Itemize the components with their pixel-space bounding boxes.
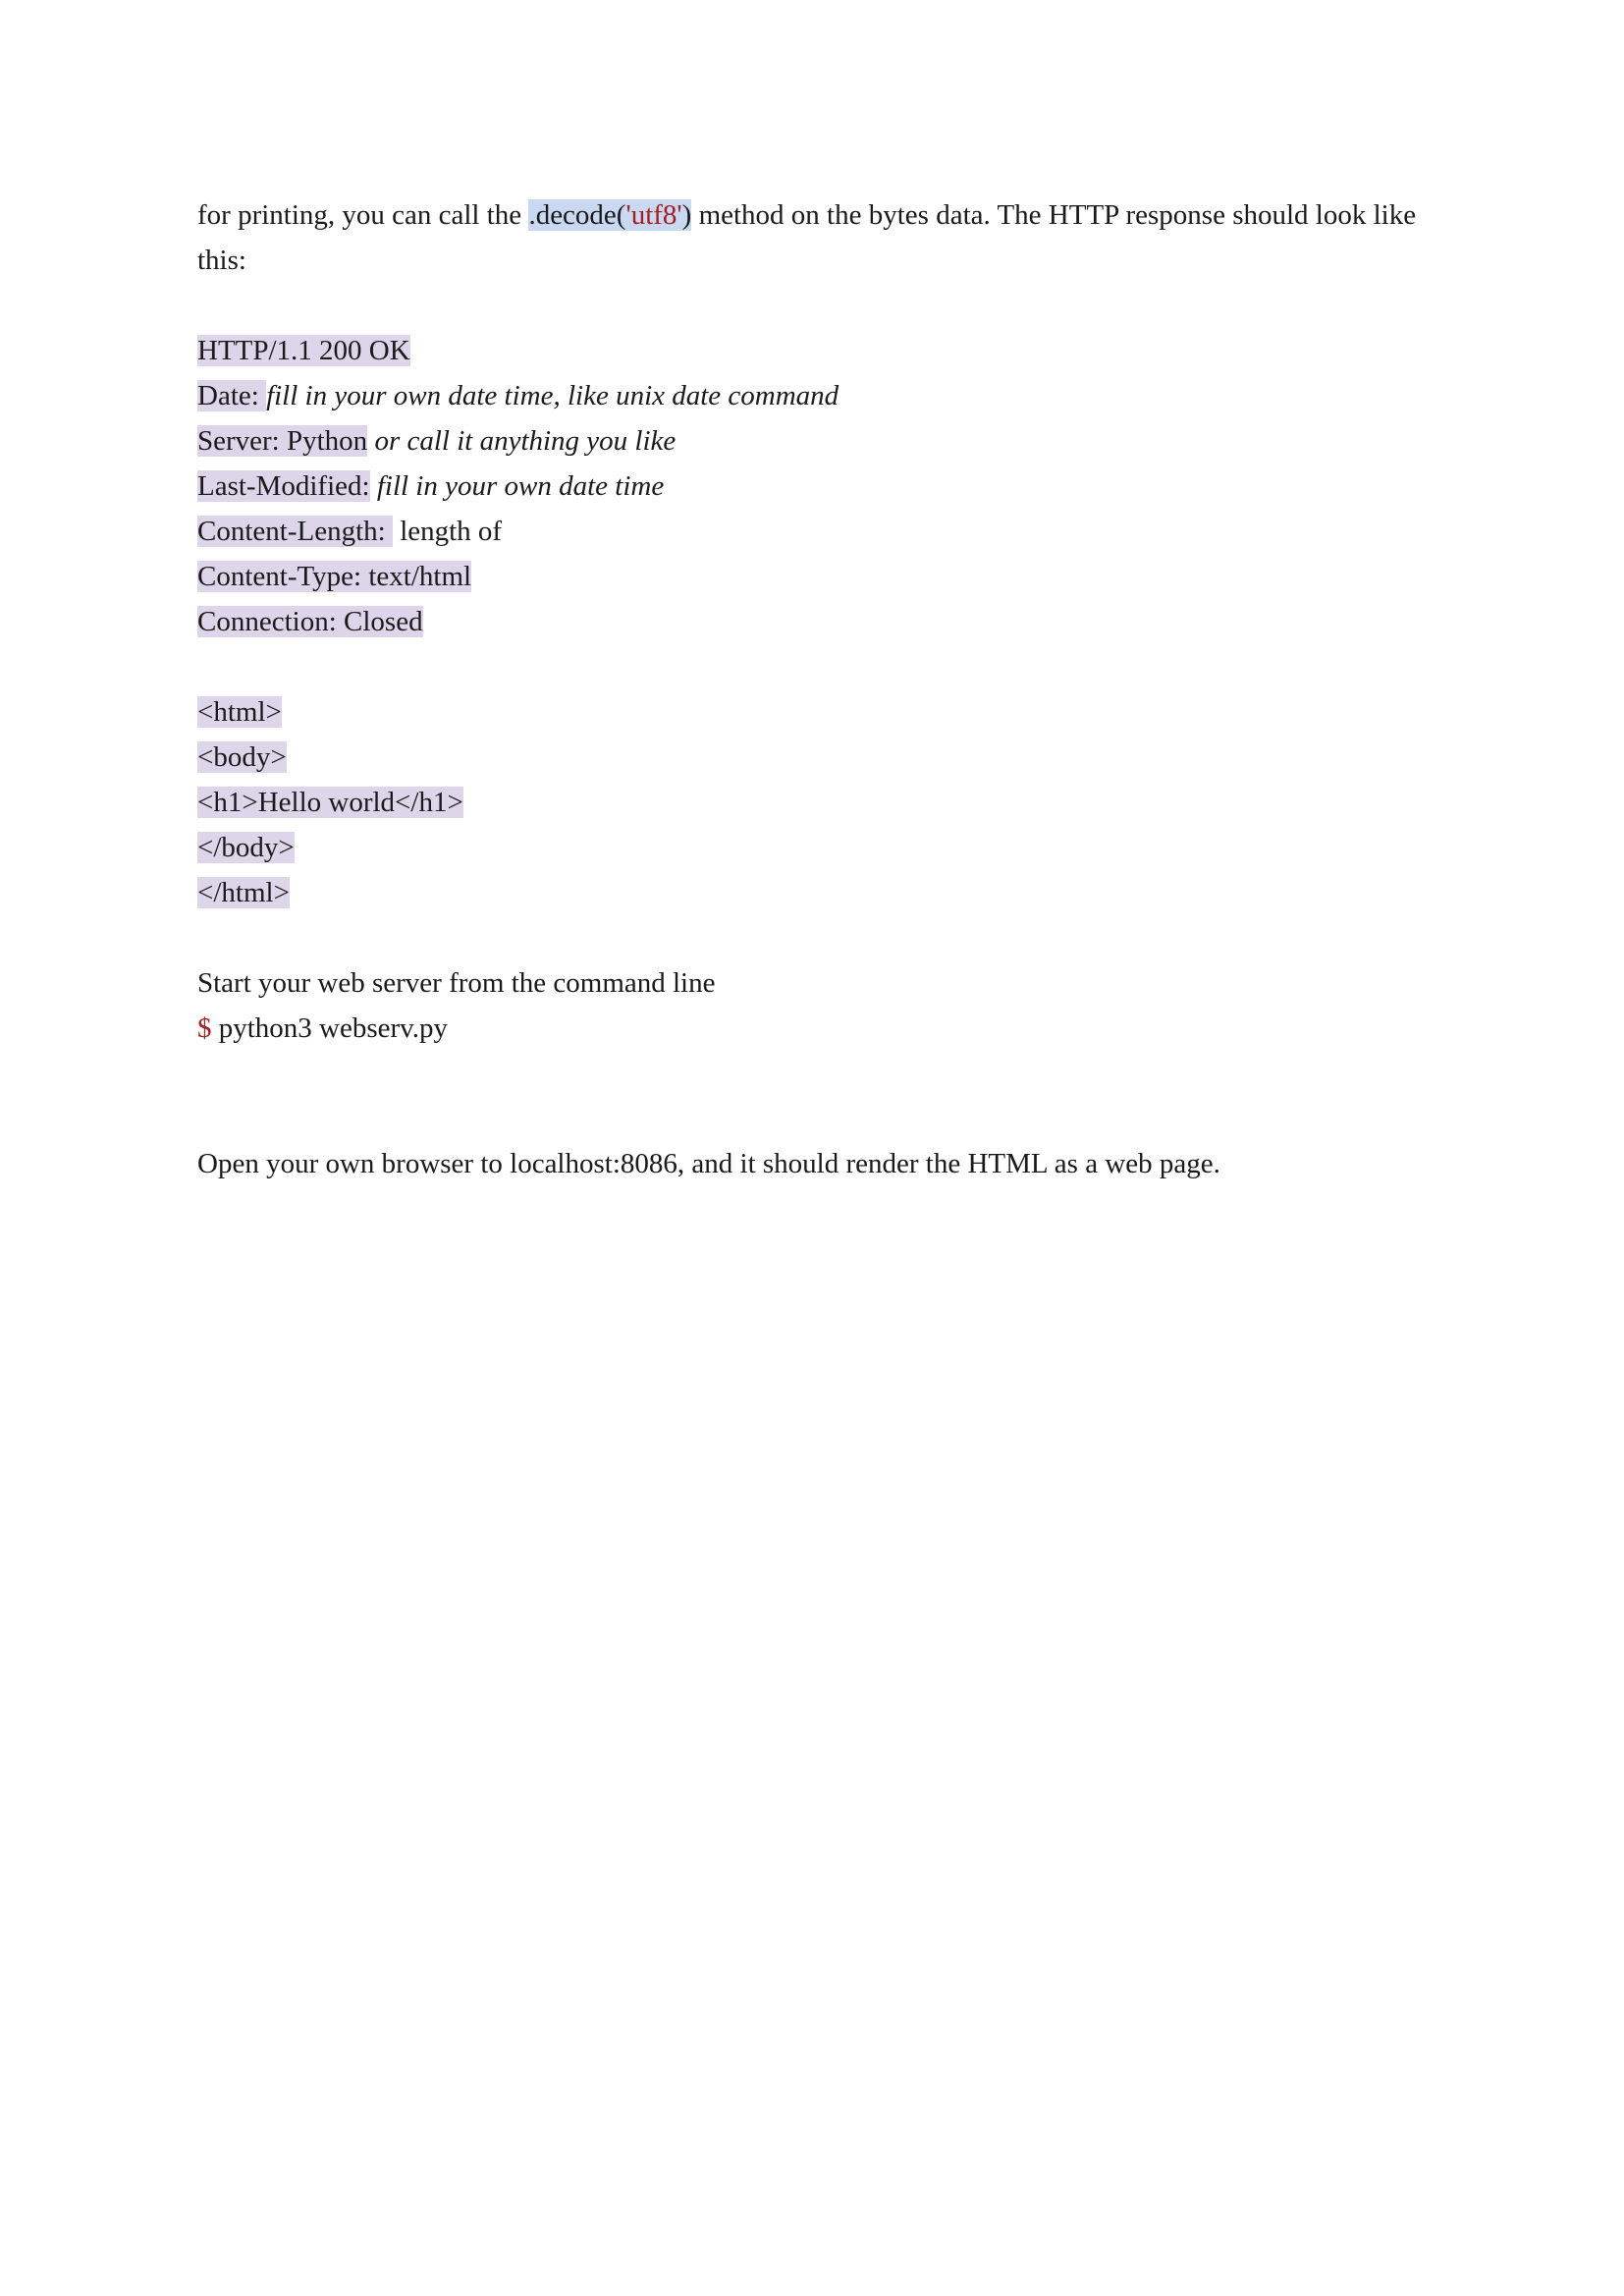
content-length-header-key: Content-Length:	[197, 516, 393, 547]
intro-text-3: this:	[197, 245, 246, 276]
intro-text-2: method on the bytes data. The HTTP response should look like	[691, 199, 1417, 231]
shell-command: python3 webserv.py	[211, 1012, 449, 1044]
content-length-value: length of	[392, 516, 503, 547]
code-suffix: )	[681, 199, 692, 231]
html-line: <body>	[197, 741, 287, 773]
start-instructions-text: Start your web server from the command line	[197, 967, 716, 999]
intro-paragraph	[197, 192, 1464, 283]
connection-header: Connection: Closed	[197, 606, 423, 637]
server-header-key: Server: Python	[197, 425, 368, 457]
last-modified-header-key: Last-Modified:	[197, 470, 370, 502]
start-instructions	[197, 960, 1464, 1051]
server-header-hint: or call it anything you like	[367, 425, 677, 457]
inline-code-decode	[528, 199, 691, 231]
content-type-header: Content-Type: text/html	[197, 561, 472, 592]
html-line: </body>	[197, 832, 295, 863]
code-arg: 'utf8'	[625, 199, 682, 231]
date-header-hint: fill in your own date time, like unix date command	[266, 380, 839, 411]
document-body	[197, 192, 1464, 1186]
command-line	[197, 1006, 1464, 1051]
http-response-block	[197, 328, 1464, 644]
intro-text-1: for printing, you can call the	[197, 199, 529, 231]
last-modified-header-hint: fill in your own date time	[369, 470, 665, 502]
html-line: <h1>Hello world</h1>	[197, 787, 463, 818]
date-header-key: Date:	[197, 380, 267, 411]
html-body-block	[197, 689, 1464, 915]
shell-prompt: $	[197, 1012, 212, 1044]
open-instructions: Open your own browser to localhost:8086, and it should render the HTML as a web page.	[197, 1148, 1220, 1179]
html-line: </html>	[197, 877, 290, 908]
html-line: <html>	[197, 696, 282, 728]
status-line: HTTP/1.1 200 OK	[197, 335, 410, 366]
code-prefix: .decode(	[528, 199, 626, 231]
